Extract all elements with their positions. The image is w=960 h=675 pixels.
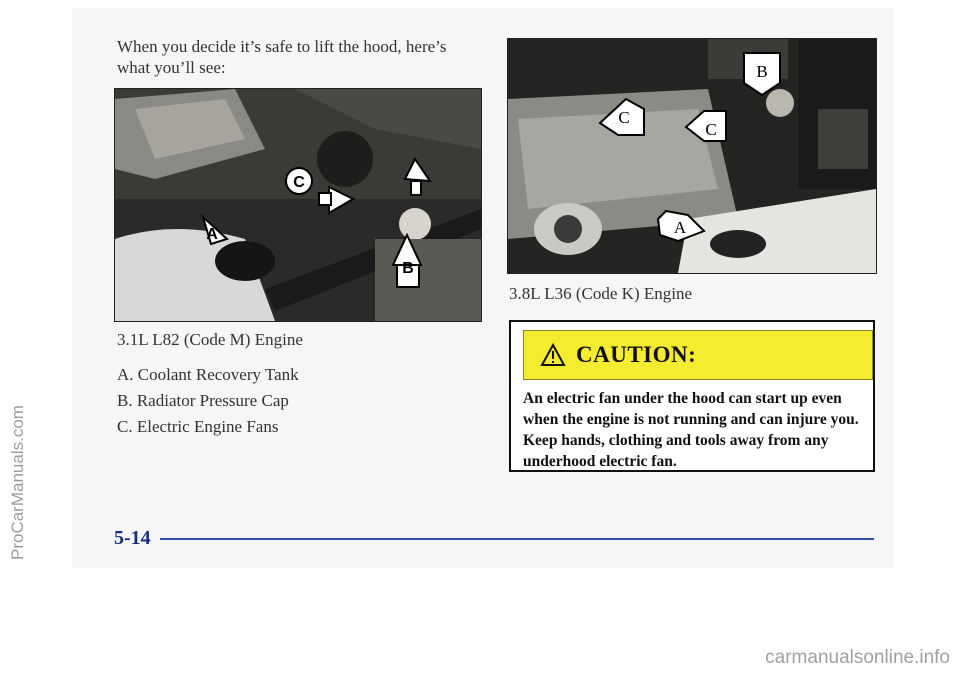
warning-triangle-icon xyxy=(540,343,566,367)
photo2-marker-c2: C xyxy=(705,120,717,139)
engine-photo-3-1l xyxy=(114,88,482,322)
photo2-marker-a: A xyxy=(673,218,687,237)
page-number: 5-14 xyxy=(114,527,151,549)
footer-rule xyxy=(160,538,874,540)
photo1-marker-b: B xyxy=(402,260,414,277)
component-legend xyxy=(117,366,299,444)
watermark-bottom: carmanualsonline.info xyxy=(765,647,950,668)
legend-item-b: B. Radiator Pressure Cap xyxy=(117,391,289,410)
photo1-caption: 3.1L L82 (Code M) Engine xyxy=(117,330,303,349)
caution-header xyxy=(523,330,873,380)
caution-title: CAUTION: xyxy=(576,342,697,367)
legend-item-a: A. Coolant Recovery Tank xyxy=(117,365,299,384)
engine-photo-3-1l-image xyxy=(115,89,481,321)
photo1-marker-c: C xyxy=(293,174,305,191)
engine-photo-3-8l-image xyxy=(508,39,876,273)
photo2-caption: 3.8L L36 (Code K) Engine xyxy=(509,284,693,303)
photo2-marker-c1: C xyxy=(618,108,630,127)
intro-paragraph: When you decide it’s safe to lift the hood, here’s what you’ll see: xyxy=(117,37,447,77)
caution-box xyxy=(509,320,875,472)
photo1-marker-a: A xyxy=(206,226,218,243)
watermark-vertical: ProCarManuals.com xyxy=(8,405,27,560)
engine-photo-3-8l xyxy=(507,38,877,274)
caution-text: An electric fan under the hood can start up even when the engine is not running and can injure you. Keep hands, clothing and tools away from any underhood electric fan. xyxy=(523,390,859,470)
photo2-marker-b: B xyxy=(756,62,768,81)
legend-item-c: C. Electric Engine Fans xyxy=(117,417,279,436)
